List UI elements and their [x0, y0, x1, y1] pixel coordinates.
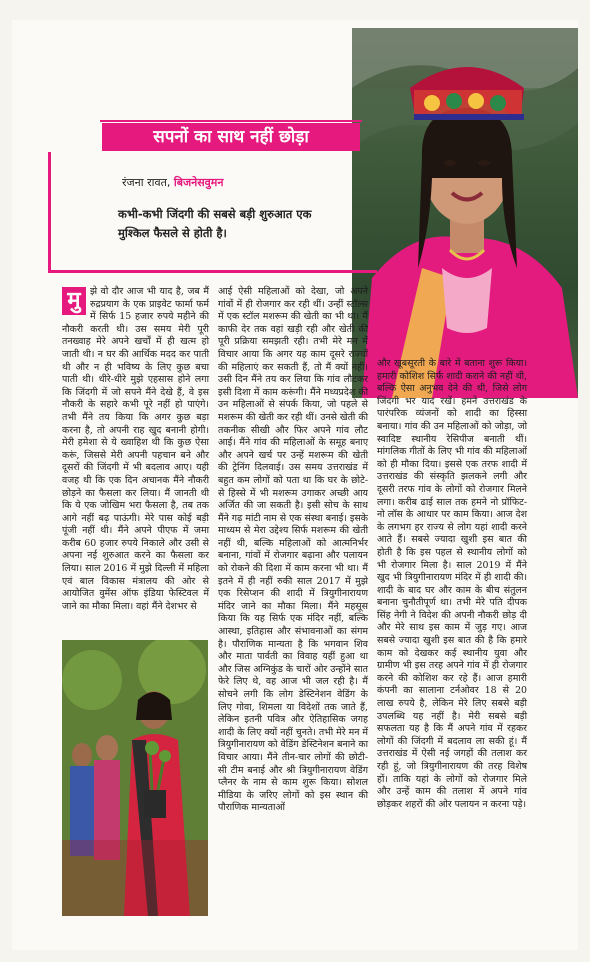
column-1-text: झे वो दौर आज भी याद है, जब मैं रुद्रप्रयाग के एक प्राइवेट फार्मा फर्म में सिर्फ 15 हजार रुपये महीने की नौकरी करती थी। उस समय मेरी पूरी तनख्वाह मेरे अपने खर्चों में ही खत्म हो जाती थी। न घर की आर्थिक मदद कर पाती थी और न ही भविष्य के लिए कुछ बचा पाती थी। धीरे-धीरे मुझे एहसास होने लगा कि जिंदगी में जो सपने मैंने देखे हैं, वे इस नौकरी के सहारे कभी पूरे नहीं हो पाएंगे। तभी मैंने तय किया कि अगर कुछ बड़ा करना है, तो अपनी राह खुद बनानी होगी। मेरी हमेशा से ये ख्वाहिश थी कि कुछ ऐसा करूं, जिससे मेरी अपनी पहचान बने और दूसरों की जिंदगी में भी बदलाव आए। यही वजह थी कि एक दिन अचानक मैंने नौकरी छोड़ने का फैसला कर लिया। मैं जानती थी कि ये एक जोखिम भरा फैसला है, तब तक आगे नहीं बढ़ पाऊंगी। मेरे पास कोई बड़ी पूंजी नहीं थी। मैंने अपने पीएफ में जमा करीब 60 हजार रुपये निकाले और उसी से अपना नई शुरुआत करने का फैसला कर लिया। साल 2016 में मुझे दिल्ली में महिला एवं बाल विकास मंत्रालय की ओर से आयोजित वुमेंस ऑफ इंडिया फेस्टिवल में जाने का मौका मिला। वहां मैंने देशभर से [62, 286, 209, 612]
byline [122, 175, 223, 190]
author-role: बिजनेसवुमन [173, 176, 224, 189]
article-title: सपनों का साथ नहीं छोड़ा [102, 123, 360, 151]
drop-cap: मु [62, 287, 86, 315]
women-group-photo [62, 640, 208, 916]
author-name: रंजना रावत, [122, 176, 171, 189]
article-column-3: और खूबसूरती के बारे में बताना शुरू किया। हमारी कोशिश सिर्फ शादी कराने की नहीं थी, बल्कि ऐसा अनुभव देने की थी, जिसे लोग जिंदगी भर याद रखें। हमने उत्तराखंड के पारंपरिक व्यंजनों को शादी का हिस्सा बनाया। गांव की उन महिलाओं को जोड़ा, जो स्वादिष्ट स्थानीय रेसिपीज बनाती थीं। मांगलिक गीतों के लिए भी गांव की महिलाओं को ही मौका दिया। इससे एक तरफ शादी में उत्तराखंड की संस्कृति झलकने लगी और दूसरी तरफ गांव के लोगों को रोजगार मिलने लगा। करीब ढाई साल तक हमने नो प्रॉफिट-नो लॉस के आधार पर काम किया। आज देश के लगभग हर राज्य से लोग यहां शादी करने आते हैं। सबसे ज्यादा खुशी इस बात की होती है कि इस पहल से स्थानीय लोगों को भी रोजगार मिला है। साल 2019 में मैंने खुद भी त्रियुगीनारायण मंदिर में ही शादी की। शादी के बाद घर और काम के बीच संतुलन बनाना चुनौतीपूर्ण था। तभी मेरे पति दीपक सिंह नेगी ने विदेश की अपनी नौकरी छोड़ दी और मेरे साथ इस काम में जुड़ गए। आज सबसे ज्यादा खुशी इस बात की है कि हमारे काम को देखकर कई स्थानीय युवा और ग्रामीण भी इस तरह अपने गांव में ही रोजगार करने की कोशिश कर रहे हैं। आज हमारी कंपनी का सालाना टर्नओवर 18 से 20 लाख रुपये है, लेकिन मेरे लिए सबसे बड़ी उपलब्धि यह नहीं है। मेरी सबसे बड़ी सफलता यह है कि मैं अपने गांव में रहकर लोगों की जिंदगी में बदलाव ला सकी हूं। मैं उत्तराखंड में ऐसी नई जगहों की तलाश कर रही हूं, जो त्रियुगीनारायण की तरह विशेष हों। ताकि यहां के लोगों को रोजगार मिले और उन्हें काम की तलाश में अपने गांव छोड़कर शहरों की ओर पलायन न करना पड़े। [377, 358, 527, 810]
article-column-2: आई ऐसी महिलाओं को देखा, जो अपने गांवों में ही रोजगार कर रही थीं। उन्हीं स्टॉल्स में एक स्टॉल मशरूम की खेती का भी था। मैं काफी देर तक वहां खड़ी रही और खेती की पूरी प्रक्रिया समझती रही। तभी मेरे मन में विचार आया कि अगर यह काम दूसरे राज्यों की महिलाएं कर सकती हैं, तो मैं क्यों नहीं। उसी दिन मैंने तय कर लिया कि गांव लौटकर इसी दिशा में काम करूंगी। मैंने मध्यप्रदेश की उन महिलाओं से संपर्क किया, जो पहले से मशरूम की खेती कर रही थीं। उनसे खेती की तकनीक सीखी और फिर अपने गांव लौट आई। मैंने गांव की महिलाओं के समूह बनाए और अपने खर्च पर उन्हें मशरूम की खेती की ट्रेनिंग दिलवाई। उस समय उत्तराखंड में बहुत कम लोगों को पता था कि घर के छोटे-से हिस्से में भी मशरूम उगाकर अच्छी आय अर्जित की जा सकती है। इसी सोच के साथ मैंने गढ़ मांटी नाम से एक संस्था बनाई। इसके माध्यम से मेरा उद्देश्य सिर्फ मशरूम की खेती नहीं थी, बल्कि महिलाओं को आत्मनिर्भर बनाना, गांवों में रोजगार बढ़ाना और पलायन को रोकने की दिशा में काम करना भी था। मैं इतने में ही नहीं रुकी साल 2017 में मुझे एक रिसेप्शन की शादी में त्रियुगीनारायण मंदिर जाने का मौका मिला। मैंने महसूस किया कि यह सिर्फ एक मंदिर नहीं, बल्कि आस्था, इतिहास और संभावनाओं का संगम है। पौराणिक मान्यता है कि भगवान शिव और माता पार्वती का विवाह यहीं हुआ था और जिस अग्निकुंड के चारों ओर उन्होंने सात फेरे लिए थे, वह आज भी जल रही है। मैं सोचने लगी कि लोग डेस्टिनेशन वेडिंग के लिए गोवा, शिमला या विदेशों तक जाते हैं, लेकिन इतनी पवित्र और ऐतिहासिक जगह शादी के लिए क्यों नहीं चुनते। तभी मेरे मन में त्रियुगीनारायण को वेडिंग डेस्टिनेशन बनाने का विचार आया। मैंने तीन-चार लोगों की छोटी-सी टीम बनाई और श्री त्रियुगीनारायण वेडिंग प्लैनर के नाम से काम शुरू किया। सोशल मीडिया के जरिए लोगों को इस स्थान की पौराणिक मान्यताओं [218, 286, 368, 814]
pull-quote: कभी-कभी जिंदगी की सबसे बड़ी शुरुआत एक मुश्किल फैसले से होती है। [118, 207, 312, 240]
author-portrait [352, 28, 578, 398]
portrait-illustration [352, 28, 578, 398]
article-column-1 [62, 286, 209, 613]
group-photo-illustration [62, 640, 208, 916]
